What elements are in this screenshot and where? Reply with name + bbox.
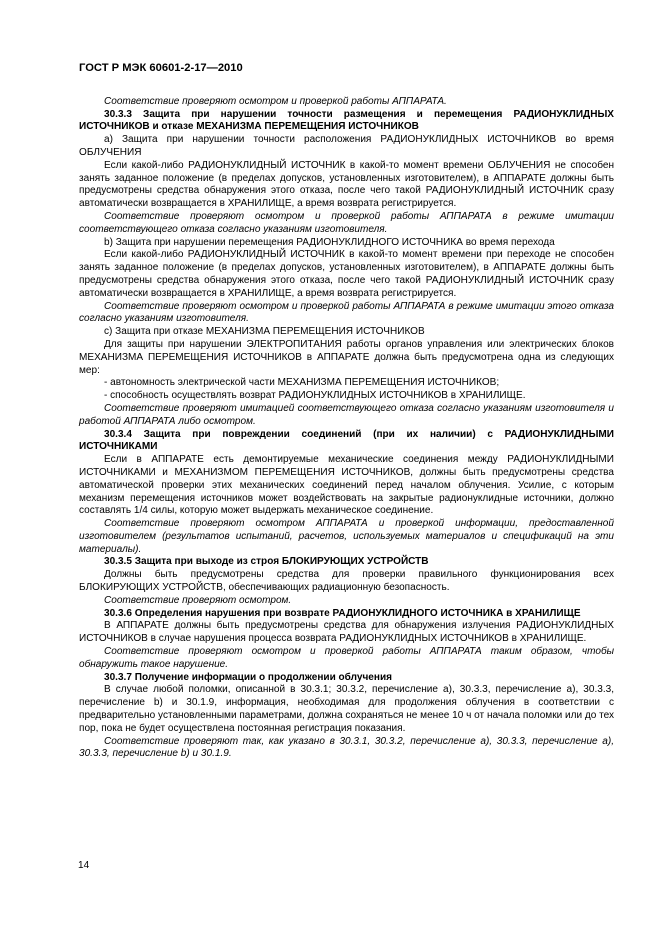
- compliance-note: Соответствие проверяют имитацией соответствующего отказа согласно указаниям изготовителя и работой АППАРАТА либо осмотром.: [79, 402, 614, 427]
- compliance-note: Соответствие проверяют осмотром и проверкой работы АППАРАТА.: [104, 95, 447, 107]
- section-heading-30-3-4: 30.3.4 Защита при повреждении соединений (при их наличии) с РАДИОНУКЛИДНЫМИ ИСТОЧНИКАМИ: [79, 428, 614, 453]
- list-item-a: a) Защита при нарушении точности расположения РАДИОНУКЛИДНЫХ ИСТОЧНИКОВ во время ОБЛУЧЕНИЯ: [79, 134, 614, 158]
- body-paragraph: Должны быть предусмотрены средства для проверки правильного функционирования всех БЛОКИРУЮЩИХ УСТРОЙСТВ, обеспечивающих радиационную безопасность.: [79, 569, 614, 594]
- compliance-note: Соответствие проверяют осмотром и проверкой работы АППАРАТА таким образом, чтобы обнаружить такое нарушение.: [79, 646, 614, 670]
- compliance-note: Соответствие проверяют осмотром АППАРАТА и проверкой информации, предоставленной изготовителем (результатов испытаний, расчетов, используемых материалов и спецификаций на эти материалы).: [79, 518, 614, 555]
- dash-list-item: - автономность электрической части МЕХАНИЗМА ПЕРЕМЕЩЕНИЯ ИСТОЧНИКОВ;: [104, 377, 500, 389]
- body-paragraph: Если какой-либо РАДИОНУКЛИДНЫЙ ИСТОЧНИК в какой-то момент времени ОБЛУЧЕНИЯ не способен занять заданное положение (в пределах допусков, установленных изготовителем), в АППАРАТЕ должны быть предусмотрены средства обнаружения этого отказа, после чего такой РАДИОНУКЛИДНЫЙ ИСТОЧНИК сразу автоматически возвращается в ХРАНИЛИЩЕ, а время возврата регистрируется.: [79, 159, 614, 210]
- section-heading-30-3-5: 30.3.5 Защита при выходе из строя БЛОКИРУЮЩИХ УСТРОЙСТВ: [104, 556, 429, 568]
- compliance-note: Соответствие проверяют так, как указано в 30.3.1, 30.3.2, перечисление а), 30.3.3, перечисление а), 30.3.3, перечисление b) и 30.1.9.: [79, 735, 614, 760]
- compliance-note: Соответствие проверяют осмотром.: [104, 594, 292, 606]
- section-heading-30-3-3: 30.3.3 Защита при нарушении точности размещения и перемещения РАДИОНУКЛИДНЫХ ИСТОЧНИКОВ и отказе МЕХАНИЗМА ПЕРЕМЕЩЕНИЯ ИСТОЧНИКОВ: [79, 108, 614, 133]
- body-paragraph: Для защиты при нарушении ЭЛЕКТРОПИТАНИЯ работы органов управления или электрических блоков МЕХАНИЗМА ПЕРЕМЕЩЕНИЯ ИСТОЧНИКОВ в АППАРАТЕ должна быть предусмотрена одна из следующих мер:: [79, 338, 614, 376]
- list-item-b: b) Защита при нарушении перемещения РАДИОНУКЛИДНОГО ИСТОЧНИКА во время перехода: [104, 236, 555, 248]
- section-heading-30-3-7: 30.3.7 Получение информации о продолжении облучения: [104, 671, 392, 683]
- body-paragraph: В АППАРАТЕ должны быть предусмотрены средства для обнаружения излучения РАДИОНУКЛИДНЫХ ИСТОЧНИКОВ в случае нарушения процесса возврата РАДИОНУКЛИДНЫХ ИСТОЧНИКОВ в ХРАНИЛИЩЕ.: [79, 620, 614, 645]
- dash-list-item: - способность осуществлять возврат РАДИОНУКЛИДНЫХ ИСТОЧНИКОВ в ХРАНИЛИЩЕ.: [104, 390, 526, 402]
- section-heading-30-3-6: 30.3.6 Определения нарушения при возврате РАДИОНУКЛИДНОГО ИСТОЧНИКА в ХРАНИЛИЩЕ: [104, 607, 581, 619]
- page-number: 14: [78, 860, 90, 871]
- compliance-note: Соответствие проверяют осмотром и проверкой работы АППАРАТА в режиме имитации этого отказа согласно указаниям изготовителя.: [79, 300, 614, 325]
- document-page: [79, 62, 614, 761]
- body-paragraph: Если в АППАРАТЕ есть демонтируемые механические соединения между РАДИОНУКЛИДНЫМИ ИСТОЧНИКАМИ и МЕХАНИЗМОМ ПЕРЕМЕЩЕНИЯ ИСТОЧНИКОВ, должны быть предусмотрены средства автоматической проверки этих механических соединений перед началом облучения. Усилие, с которым механизм перемещения источников может воздействовать на закрытые радионуклидные источники, должно составлять 1/4 силы, которую может выдержать механическое соединение.: [79, 454, 614, 517]
- document-header: ГОСТ Р МЭК 60601-2-17—2010: [79, 62, 243, 74]
- body-paragraph: В случае любой поломки, описанной в 30.3.1; 30.3.2, перечисление а), 30.3.3, перечисление а), 30.3.3, перечисление b) и 30.1.9, информация, необходимая для продолжения облучения в соответствии с предварительно установленными параметрами, должна сохраняться не менее 10 ч от начала поломки или до тех пор, пока не будет осуществлена постоянная регистрация показания.: [79, 684, 614, 734]
- compliance-note: Соответствие проверяют осмотром и проверкой работы АППАРАТА в режиме имитации соответствующего отказа согласно указаниям изготовителя.: [79, 210, 614, 235]
- body-paragraph: Если какой-либо РАДИОНУКЛИДНЫЙ ИСТОЧНИК в какой-то момент времени при переходе не способен занять заданное положение (в пределах допусков, установленных изготовителем), в АППАРАТЕ должны быть предусмотрены средства обнаружения этого отказа, после чего такой РАДИОНУКЛИДНЫЙ ИСТОЧНИК сразу автоматически возвращается в ХРАНИЛИЩЕ, а время возврата регистрируется.: [79, 249, 614, 299]
- list-item-c: c) Защита при отказе МЕХАНИЗМА ПЕРЕМЕЩЕНИЯ ИСТОЧНИКОВ: [104, 326, 425, 338]
